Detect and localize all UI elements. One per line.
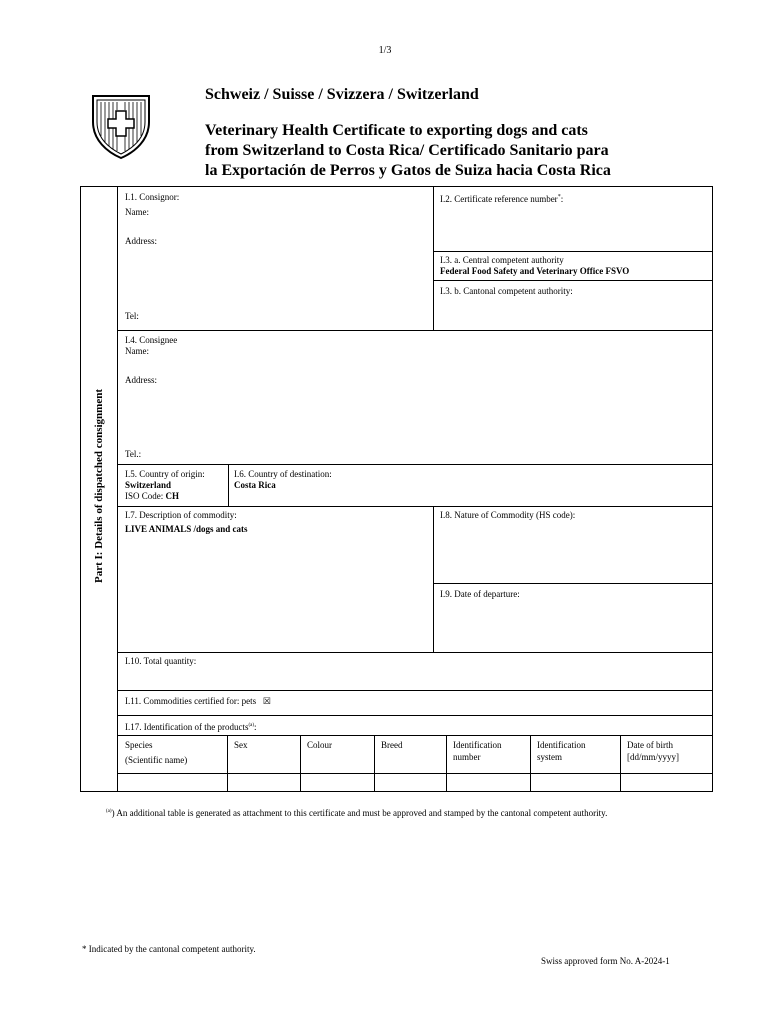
identification-colon: : xyxy=(254,722,257,732)
footnote-a-text: ) An additional table is generated as attachment to this certificate and must be approved and stamped by the cantonal competent authority. xyxy=(111,808,608,818)
part-one-sidebar xyxy=(80,186,118,792)
footnote-star: * Indicated by the cantonal competent authority. xyxy=(82,944,256,954)
title-line-2: from Switzerland to Costa Rica/ Certificado Sanitario para xyxy=(205,142,609,159)
title-line-3: la Exportación de Perros y Gatos de Suiza hacia Costa Rica xyxy=(205,162,611,179)
iso-code xyxy=(125,491,179,502)
col-species: Species xyxy=(125,740,153,750)
identification-sup: (a) xyxy=(248,723,255,728)
divider xyxy=(530,735,531,792)
swiss-coat-of-arms-icon xyxy=(87,92,155,160)
divider xyxy=(118,715,713,716)
divider xyxy=(433,583,713,584)
cert-ref-colon: : xyxy=(560,194,564,204)
col-colour: Colour xyxy=(307,740,333,750)
country-origin-label: I.5. Country of origin: xyxy=(125,469,205,479)
col-id-number: Identification xyxy=(453,740,502,750)
consignee-name-label: Name: xyxy=(125,346,149,356)
consignee-tel-label: Tel.: xyxy=(125,449,142,459)
col-breed: Breed xyxy=(381,740,403,750)
col-dob-sub: [dd/mm/yyyy] xyxy=(627,752,679,762)
form-number: Swiss approved form No. A-2024-1 xyxy=(541,956,670,966)
divider xyxy=(118,506,713,507)
departure-date-label: I.9. Date of departure: xyxy=(440,589,520,599)
divider xyxy=(433,251,713,252)
cert-ref-asterisk: * xyxy=(557,194,561,200)
sidebar-label: Part I: Details of dispatched consignment xyxy=(93,388,105,584)
country-destination-value: Costa Rica xyxy=(234,480,276,490)
title-line-1: Veterinary Health Certificate to exporting dogs and cats xyxy=(205,122,588,139)
divider xyxy=(118,652,713,653)
divider xyxy=(300,735,301,792)
identification-label xyxy=(125,720,257,733)
col-dob: Date of birth xyxy=(627,740,673,750)
col-species-sub: (Scientific name) xyxy=(125,755,188,765)
iso-code-value: CH xyxy=(165,491,179,501)
central-authority-label: I.3. a. Central competent authority xyxy=(440,255,564,265)
country-heading: Schweiz / Suisse / Svizzera / Switzerland xyxy=(205,86,479,103)
certified-for xyxy=(125,696,271,707)
description-label: I.7. Description of commodity: xyxy=(125,510,237,520)
certificate-reference-label xyxy=(440,192,563,205)
iso-code-label: ISO Code: xyxy=(125,491,164,501)
consignee-address-label: Address: xyxy=(125,375,157,385)
country-destination-label: I.6. Country of destination: xyxy=(234,469,332,479)
nature-commodity-label: I.8. Nature of Commodity (HS code): xyxy=(440,510,576,520)
consignor-name-label: Name: xyxy=(125,207,149,217)
footnote-a xyxy=(106,806,607,819)
divider xyxy=(433,186,434,330)
divider xyxy=(620,735,621,792)
divider xyxy=(228,464,229,506)
country-origin-value: Switzerland xyxy=(125,480,171,490)
certified-for-label: I.11. Commodities certified for: pets xyxy=(125,696,257,706)
certificate-title xyxy=(205,121,725,181)
cantonal-authority-label: I.3. b. Cantonal competent authority: xyxy=(440,286,573,296)
divider xyxy=(227,735,228,792)
col-id-number-sub: number xyxy=(453,752,481,762)
identification-text: I.17. Identification of the products xyxy=(125,722,249,732)
col-id-system: Identification xyxy=(537,740,586,750)
divider xyxy=(118,735,713,736)
divider xyxy=(118,773,713,774)
page-number: 1/3 xyxy=(378,45,392,56)
divider xyxy=(374,735,375,792)
footnote-a-mark: (a) xyxy=(106,809,112,814)
pets-checkbox[interactable]: ☒ xyxy=(262,696,271,706)
divider xyxy=(433,506,434,652)
cert-ref-text: I.2. Certificate reference number xyxy=(440,194,558,204)
consignor-label: I.1. Consignor: xyxy=(125,192,180,202)
description-value: LIVE ANIMALS /dogs and cats xyxy=(125,524,248,534)
divider xyxy=(446,735,447,792)
divider xyxy=(118,330,713,331)
consignee-label: I.4. Consignee xyxy=(125,335,178,345)
col-sex: Sex xyxy=(234,740,248,750)
divider xyxy=(433,280,713,281)
total-quantity-label: I.10. Total quantity: xyxy=(125,656,197,666)
consignor-address-label: Address: xyxy=(125,236,157,246)
divider xyxy=(118,690,713,691)
col-id-system-sub: system xyxy=(537,752,563,762)
consignor-tel-label: Tel: xyxy=(125,311,139,321)
divider xyxy=(118,464,713,465)
central-authority-value: Federal Food Safety and Veterinary Office FSVO xyxy=(440,266,630,276)
